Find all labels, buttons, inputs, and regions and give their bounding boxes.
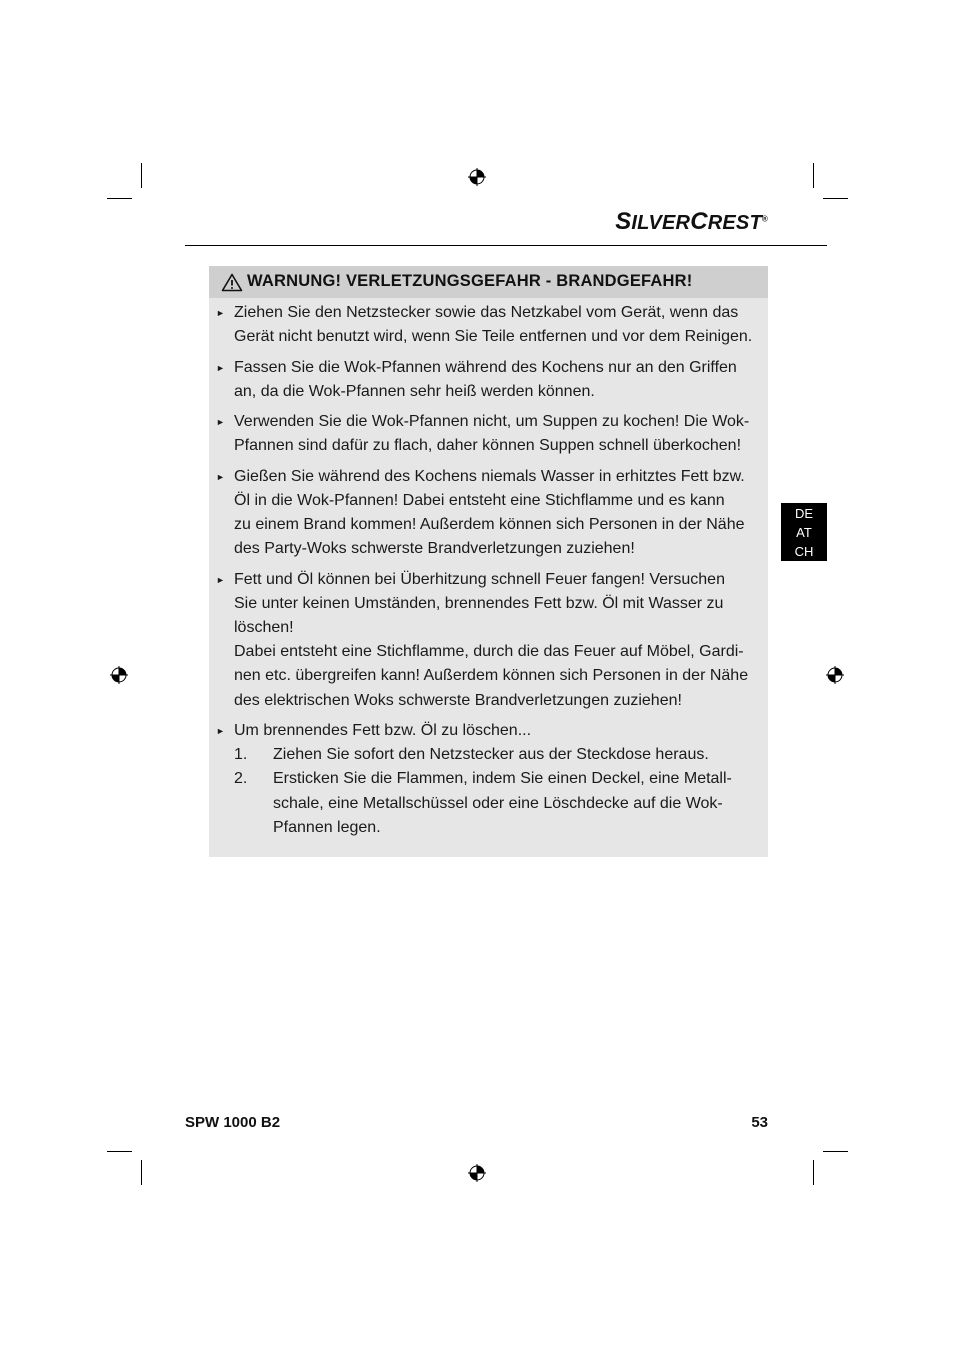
bullet-arrow-icon: ► [216, 575, 225, 585]
bullet-arrow-icon: ► [216, 726, 225, 736]
language-code: DE [794, 506, 814, 521]
crop-mark [823, 1151, 848, 1152]
step-line: schale, eine Metallschüssel oder eine Löschdecke auf die Wok- [273, 795, 723, 812]
list-item-line: Fett und Öl können bei Überhitzung schnell Feuer fangen! Versuchen [234, 571, 725, 588]
list-item-line: Um brennendes Fett bzw. Öl zu löschen... [234, 722, 532, 739]
crop-mark [141, 163, 142, 188]
list-item-line: Öl in die Wok-Pfannen! Dabei entsteht eine Stichflamme und es kann [234, 492, 725, 509]
step-line: Pfannen legen. [273, 819, 381, 836]
language-tab [781, 503, 827, 561]
crop-mark [813, 1160, 814, 1185]
registration-mark-icon [468, 1164, 486, 1182]
list-item-line: Ziehen Sie den Netzstecker sowie das Netzkabel vom Gerät, wenn das [234, 304, 739, 321]
crop-mark [107, 1151, 132, 1152]
page-number: 53 [751, 1114, 768, 1131]
list-item-line: löschen! [234, 619, 294, 636]
crop-mark [107, 198, 132, 199]
list-item-line: zu einem Brand kommen! Außerdem können sich Personen in der Nähe [234, 516, 745, 533]
language-code: AT [796, 525, 812, 540]
list-item-line: Verwenden Sie die Wok-Pfannen nicht, um Suppen zu kochen! Die Wok- [234, 413, 750, 430]
list-item-line: Dabei entsteht eine Stichflamme, durch die das Feuer auf Möbel, Gardi- [234, 643, 744, 660]
header-rule [185, 245, 827, 246]
list-item-line: Pfannen sind dafür zu flach, daher können Suppen schnell überkochen! [234, 437, 742, 454]
step-line: Ziehen Sie sofort den Netzstecker aus der Steckdose heraus. [273, 746, 709, 763]
crop-mark [823, 198, 848, 199]
registration-mark-icon [468, 168, 486, 186]
footer-model: SPW 1000 B2 [185, 1114, 281, 1131]
warning-triangle-icon [221, 273, 243, 292]
bullet-arrow-icon: ► [216, 308, 225, 318]
list-item-line: Fassen Sie die Wok-Pfannen während des Kochens nur an den Griffen [234, 359, 737, 376]
registration-mark-icon [110, 666, 128, 684]
step-number: 2. [234, 770, 248, 787]
list-item-line: nen etc. übergreifen kann! Außerdem können sich Personen in der Nähe [234, 667, 749, 684]
bullet-arrow-icon: ► [216, 472, 225, 482]
list-item-line: Gießen Sie während des Kochens niemals Wasser in erhitztes Fett bzw. [234, 468, 745, 485]
language-code: CH [794, 544, 814, 559]
brand-logo: SILVERCREST® [615, 208, 768, 235]
bullet-arrow-icon: ► [216, 363, 225, 373]
warning-title: WARNUNG! VERLETZUNGSGEFAHR - BRANDGEFAHR! [247, 272, 693, 290]
bullet-arrow-icon: ► [216, 417, 225, 427]
step-number: 1. [234, 746, 248, 763]
crop-mark [813, 163, 814, 188]
list-item-line: des elektrischen Woks schwerste Brandverletzungen zuziehen! [234, 692, 682, 709]
list-item-line: Gerät nicht benutzt wird, wenn Sie Teile entfernen und vor dem Reinigen. [234, 328, 753, 345]
list-item-line: des Party-Woks schwerste Brandverletzungen zuziehen! [234, 540, 635, 557]
list-item-line: an, da die Wok-Pfannen sehr heiß werden können. [234, 383, 595, 400]
step-line: Ersticken Sie die Flammen, indem Sie einen Deckel, eine Metall- [273, 770, 732, 787]
registration-mark-icon [826, 666, 844, 684]
list-item-line: Sie unter keinen Umständen, brennendes Fett bzw. Öl mit Wasser zu [234, 595, 724, 612]
crop-mark [141, 1160, 142, 1185]
